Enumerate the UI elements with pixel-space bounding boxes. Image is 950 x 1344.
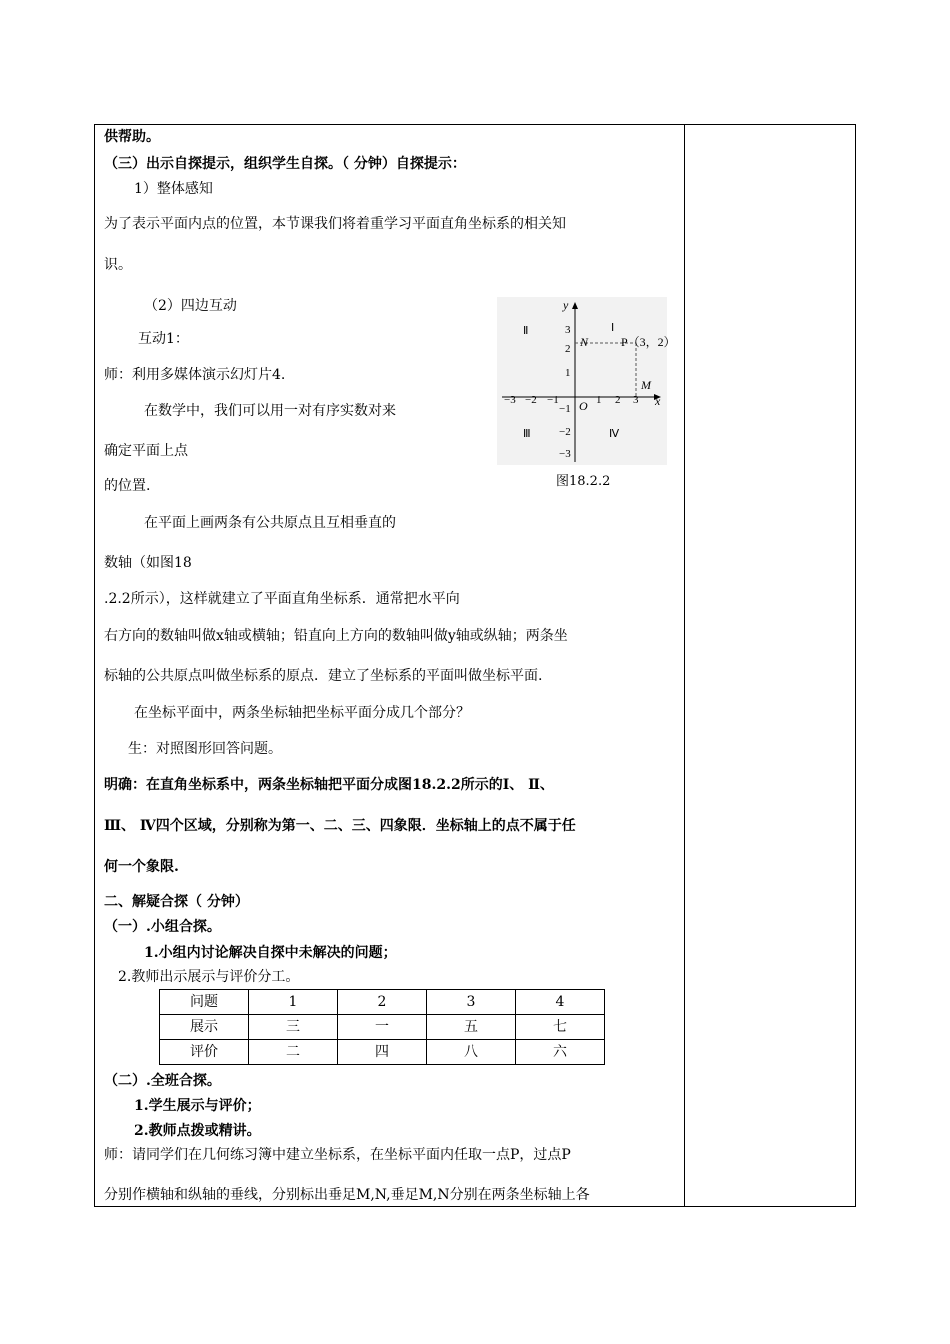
y-tick-label: 1 [565, 367, 571, 379]
text-line: 在数学中，我们可以用一对有序实数对来 [144, 403, 396, 419]
text-line: 1.小组内讨论解决自探中未解决的问题； [144, 945, 397, 961]
table-cell: 问题 [160, 990, 249, 1015]
text-line: 1）整体感知 [134, 181, 213, 197]
quadrant-2-label: Ⅱ [523, 325, 529, 337]
text-line: 为了表示平面内点的位置，本节课我们将着重学习平面直角坐标系的相关知 [104, 216, 566, 232]
assignment-table [159, 989, 605, 1065]
y-tick-label: 2 [565, 343, 571, 355]
y-tick-label: −1 [559, 403, 571, 415]
table-cell: 八 [427, 1040, 516, 1065]
x-tick-label: −3 [504, 394, 516, 406]
text-line: 分别作横轴和纵轴的垂线，分别标出垂足M,N,垂足M,N分别在两条坐标轴上各 [104, 1187, 590, 1203]
text-line: 何一个象限. [104, 859, 179, 875]
text-line: 明确：在直角坐标系中，两条坐标轴把平面分成图18.2.2所示的Ⅰ、 Ⅱ、 [104, 777, 554, 793]
text-line: 互动1： [138, 331, 189, 347]
text-line: （2）四边互动 [144, 298, 237, 314]
text-line: 确定平面上点 [104, 443, 188, 459]
table-cell: 展示 [160, 1015, 249, 1040]
figure-caption: 图18.2.2 [556, 474, 611, 489]
table-cell: 4 [516, 990, 605, 1015]
text-line: 在坐标平面中，两条坐标轴把坐标平面分成几个部分？ [134, 705, 470, 721]
quadrant-4-label: Ⅳ [609, 428, 620, 440]
y-axis-label: y [563, 298, 569, 312]
table-cell: 2 [338, 990, 427, 1015]
table-cell: 评价 [160, 1040, 249, 1065]
x-axis-label: x [655, 394, 661, 408]
text-line: （二）.全班合探。 [104, 1073, 221, 1089]
table-cell: 五 [427, 1015, 516, 1040]
text-line: 2.教师点拨或精讲。 [134, 1123, 261, 1139]
table-cell: 3 [427, 990, 516, 1015]
table-row [160, 1040, 605, 1065]
origin-label: O [579, 399, 588, 413]
text-line: 识。 [104, 257, 132, 273]
text-line: （三）出示自探提示，组织学生自探。（ 分钟）自探提示： [104, 156, 466, 172]
x-tick-label: −2 [525, 394, 537, 406]
table-cell: 六 [516, 1040, 605, 1065]
y-tick-label: 3 [565, 324, 571, 336]
table-cell: 二 [249, 1040, 338, 1065]
text-line: 1.学生展示与评价； [134, 1098, 261, 1114]
text-line: 标轴的公共原点叫做坐标系的原点．建立了坐标系的平面叫做坐标平面. [104, 668, 543, 684]
table-cell: 四 [338, 1040, 427, 1065]
x-tick-label: 2 [615, 394, 621, 406]
text-line: （一）.小组合探。 [104, 919, 221, 935]
text-line: 生：对照图形回答问题。 [128, 741, 282, 757]
point-p-label: P（3，2） [621, 335, 676, 349]
point-m-label: M [641, 378, 651, 392]
table-cell: 七 [516, 1015, 605, 1040]
text-line: 二、解疑合探（ 分钟） [104, 894, 249, 910]
quadrant-3-label: Ⅲ [523, 428, 531, 440]
x-tick-label: 1 [596, 394, 602, 406]
text-line: 师：利用多媒体演示幻灯片4. [104, 367, 286, 383]
table-cell: 1 [249, 990, 338, 1015]
text-line: Ⅲ、 Ⅳ四个区域，分别称为第一、二、三、四象限．坐标轴上的点不属于任 [104, 818, 576, 834]
table-row [160, 1015, 605, 1040]
column-divider [684, 124, 685, 1207]
table-cell: 一 [338, 1015, 427, 1040]
x-tick-label: −1 [547, 394, 559, 406]
coordinate-figure [497, 297, 676, 465]
quadrant-1-label: Ⅰ [611, 322, 615, 334]
text-line: 右方向的数轴叫做x轴或横轴；铅直向上方向的数轴叫做y轴或纵轴；两条坐 [104, 628, 568, 644]
y-tick-label: −3 [559, 448, 571, 460]
text-line: 的位置. [104, 478, 151, 494]
x-tick-label: 3 [633, 394, 639, 406]
y-tick-label: −2 [559, 426, 571, 438]
text-line: 师：请同学们在几何练习簿中建立坐标系，在坐标平面内任取一点P，过点P [104, 1147, 571, 1163]
text-line: 数轴（如图18 [104, 555, 192, 571]
text-line: .2.2所示），这样就建立了平面直角坐标系．通常把水平向 [104, 591, 460, 607]
text-line: 在平面上画两条有公共原点且互相垂直的 [144, 515, 396, 531]
table-row [160, 990, 605, 1015]
point-n-label: N [580, 335, 589, 349]
text-line: 供帮助。 [104, 129, 160, 145]
text-line: 2.教师出示展示与评价分工。 [118, 969, 300, 985]
table-cell: 三 [249, 1015, 338, 1040]
